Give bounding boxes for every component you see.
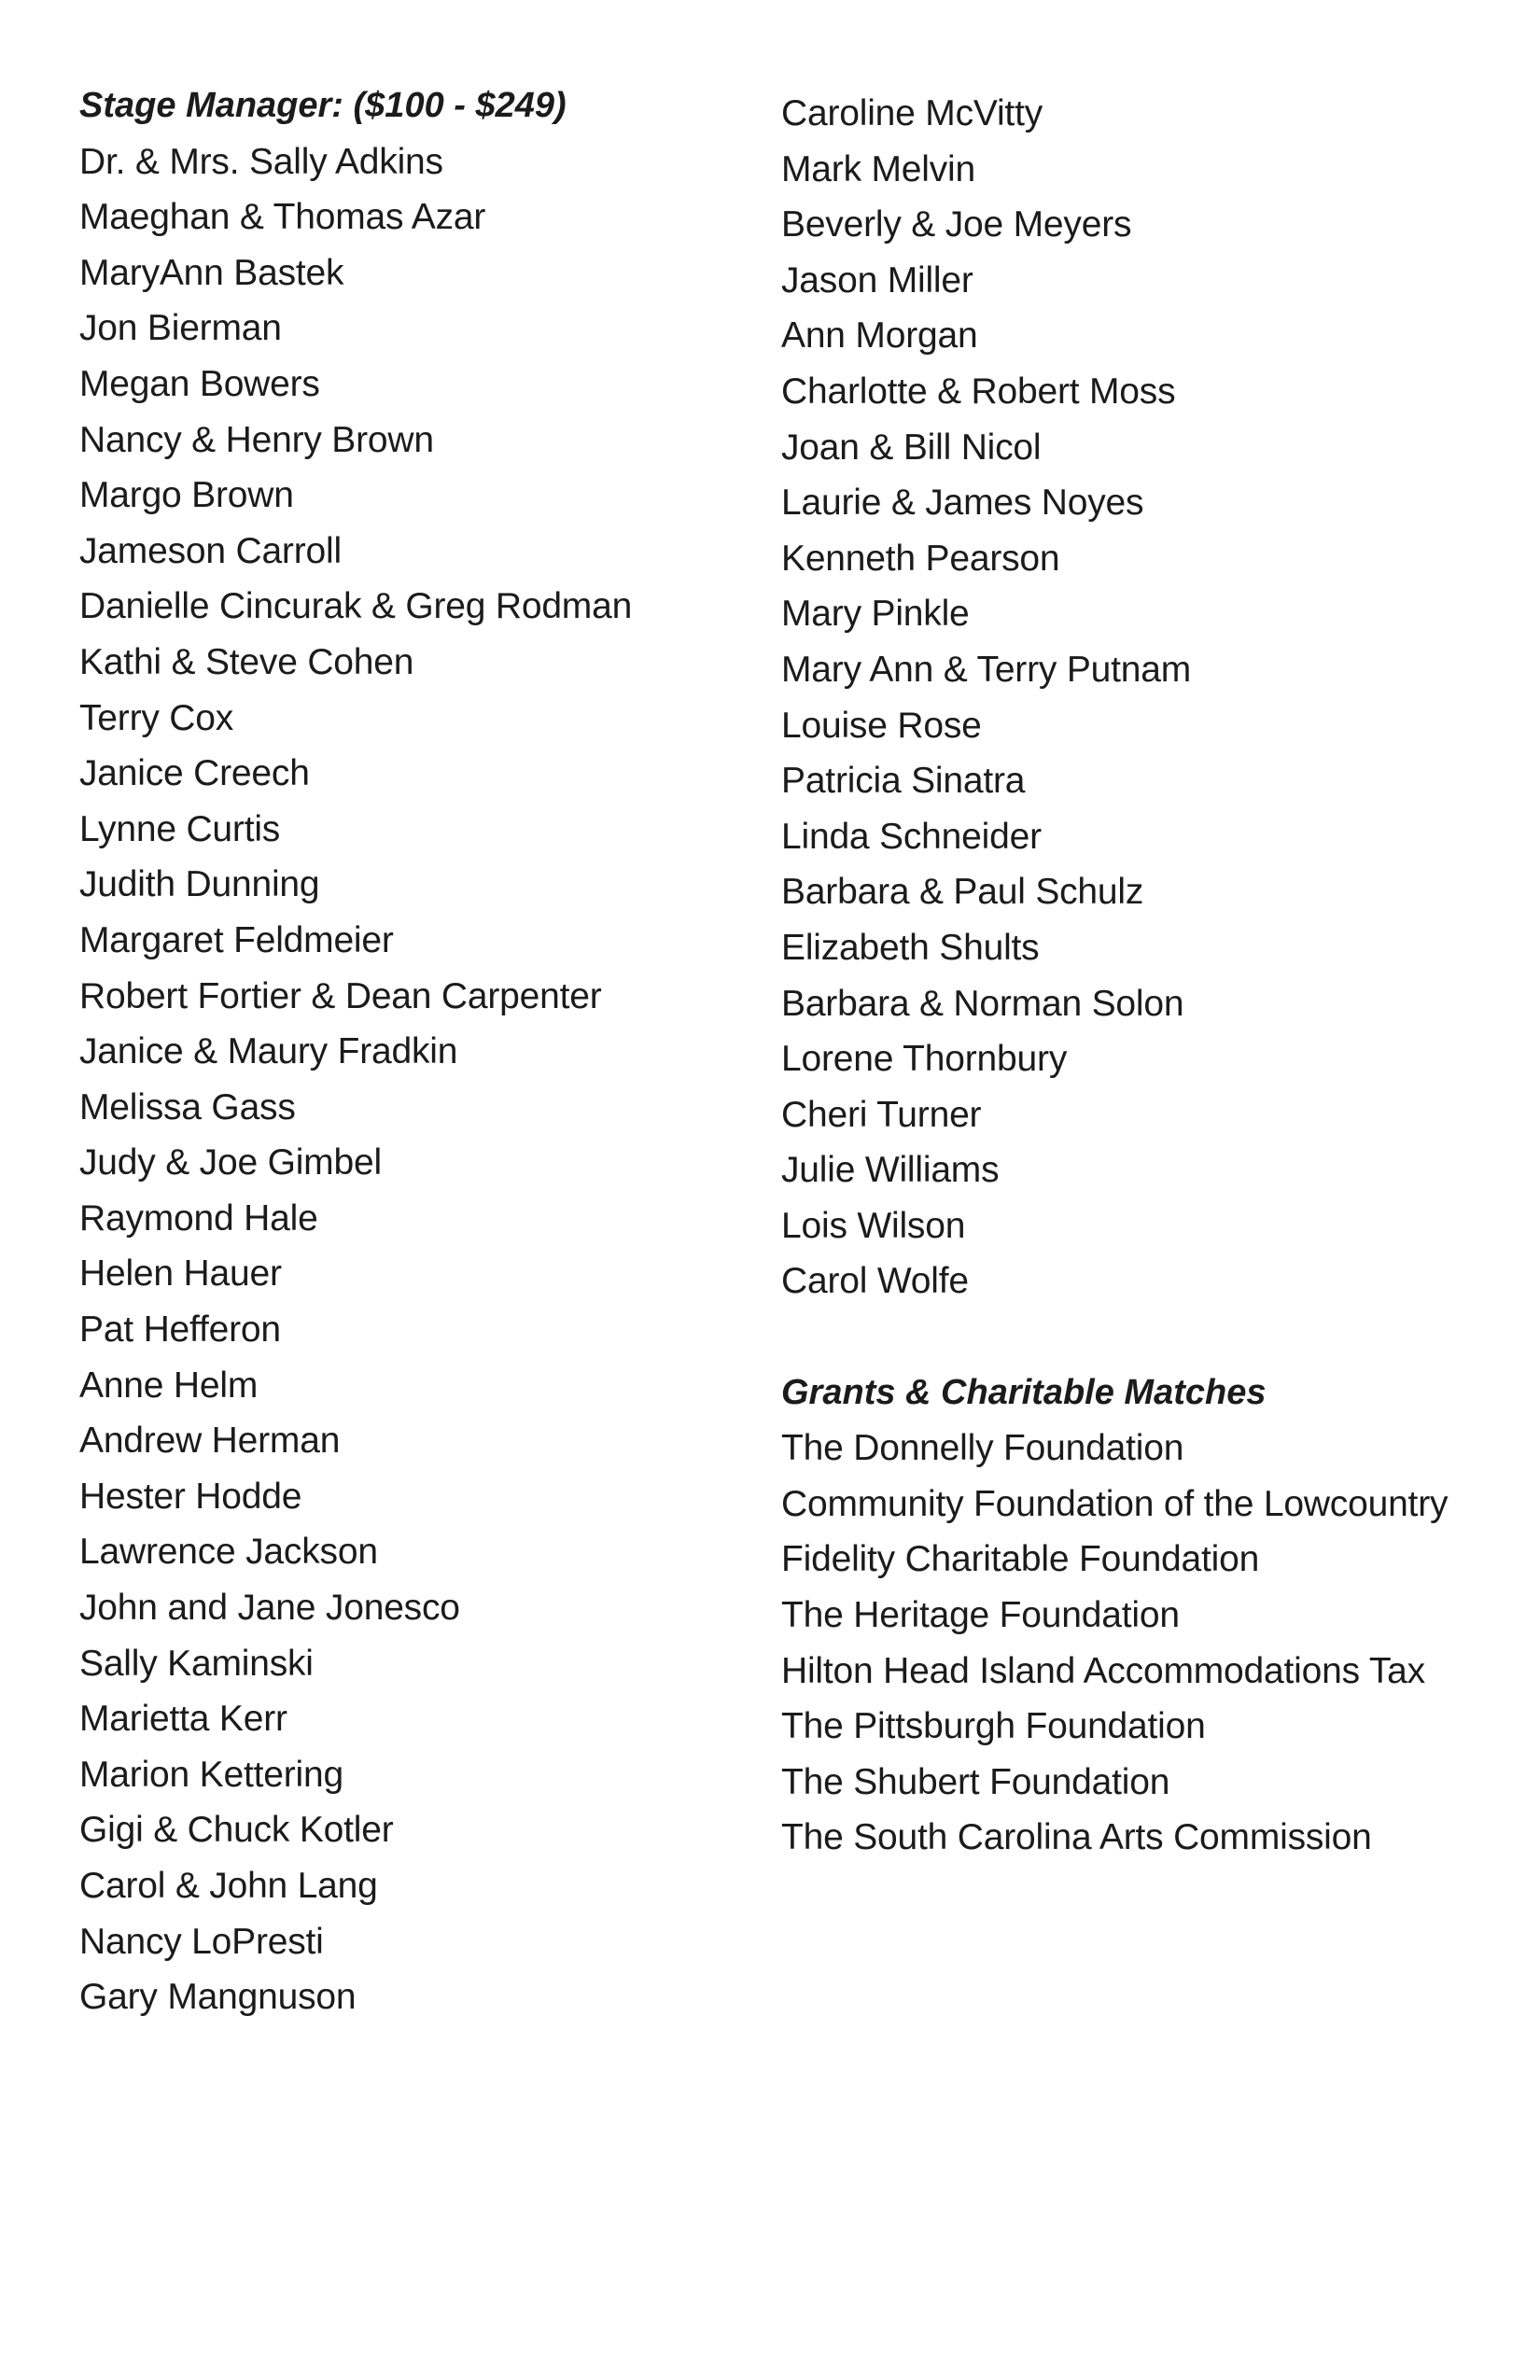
donor-name: Anne Helm — [79, 1365, 259, 1406]
donor-name: Lynne Curtis — [79, 808, 281, 849]
donor-name: Margo Brown — [79, 475, 294, 516]
donor-name: MaryAnn Bastek — [79, 252, 344, 293]
donor-name: Carol Wolfe — [781, 1261, 969, 1302]
donor-name: Terry Cox — [79, 697, 234, 738]
grants-list — [781, 1421, 1528, 1866]
donor-name: Laurie & James Noyes — [781, 483, 1144, 524]
left-column — [79, 78, 770, 2025]
donor-name: Jameson Carroll — [79, 530, 342, 571]
donor-name: Dr. & Mrs. Sally Adkins — [79, 141, 443, 182]
donor-name: Hester Hodde — [79, 1476, 302, 1517]
donor-name: Nancy & Henry Brown — [79, 419, 434, 460]
grant-organization: The South Carolina Arts Commission — [781, 1817, 1372, 1858]
donor-name: Raymond Hale — [79, 1197, 318, 1239]
donor-name: Charlotte & Robert Moss — [781, 371, 1176, 412]
donor-name: Mary Pinkle — [781, 594, 970, 635]
donor-name: Marion Kettering — [79, 1754, 343, 1795]
donor-name: Lois Wilson — [781, 1205, 966, 1246]
donor-name: Patricia Sinatra — [781, 761, 1026, 802]
donor-name: Nancy LoPresti — [79, 1921, 324, 1962]
donor-name: Gary Mangnuson — [79, 1977, 357, 2018]
donor-name: Janice Creech — [79, 753, 310, 794]
stage-manager-donor-list — [79, 134, 770, 2025]
donor-name: Judy & Joe Gimbel — [79, 1142, 382, 1183]
donor-name: Beverly & Joe Meyers — [781, 204, 1132, 245]
grant-organization: Fidelity Charitable Foundation — [781, 1539, 1260, 1580]
donor-name: Helen Hauer — [79, 1253, 282, 1295]
donor-name: Linda Schneider — [781, 816, 1042, 857]
donor-name: Margaret Feldmeier — [79, 919, 394, 960]
donor-name: Kenneth Pearson — [781, 538, 1060, 579]
donor-name: Caroline McVitty — [781, 93, 1043, 133]
donor-name: Lawrence Jackson — [79, 1532, 378, 1573]
donor-name: Carol & John Lang — [79, 1866, 378, 1906]
grants-heading: Grants & Charitable Matches — [781, 1372, 1267, 1412]
grant-organization: Community Foundation of the Lowcountry — [781, 1483, 1449, 1524]
donor-name: Barbara & Paul Schulz — [781, 872, 1144, 913]
donor-name: Barbara & Norman Solon — [781, 983, 1184, 1024]
donor-name: Janice & Maury Fradkin — [79, 1031, 458, 1072]
donor-name: Robert Fortier & Dean Carpenter — [79, 975, 602, 1016]
donor-name: Melissa Gass — [79, 1086, 296, 1127]
donor-name: Judith Dunning — [79, 864, 320, 905]
section-spacer — [781, 1309, 1528, 1365]
grant-organization: Hilton Head Island Accommodations Tax — [781, 1650, 1425, 1691]
grant-organization: The Heritage Foundation — [781, 1595, 1180, 1636]
donor-name: Mark Melvin — [781, 148, 975, 189]
donor-name: Kathi & Steve Cohen — [79, 641, 414, 682]
donor-name: Marietta Kerr — [79, 1699, 287, 1740]
donor-name: Mary Ann & Terry Putnam — [781, 649, 1192, 690]
donor-name: Lorene Thornbury — [781, 1039, 1068, 1080]
donor-name: Andrew Herman — [79, 1421, 341, 1462]
donor-name: Louise Rose — [781, 705, 982, 746]
donor-name: Maeghan & Thomas Azar — [79, 197, 486, 238]
donor-name: Elizabeth Shults — [781, 927, 1040, 968]
donor-name: Danielle Cincurak & Greg Rodman — [79, 586, 633, 627]
donor-name: Joan & Bill Nicol — [781, 427, 1042, 468]
right-column — [781, 86, 1528, 1866]
donor-name: Julie Williams — [781, 1150, 1000, 1191]
grant-organization: The Shubert Foundation — [781, 1761, 1170, 1802]
donor-name: Pat Hefferon — [79, 1309, 281, 1351]
stage-manager-donor-list-continued — [781, 86, 1528, 1309]
donor-name: John and Jane Jonesco — [79, 1588, 460, 1629]
donor-name: Jason Miller — [781, 259, 973, 301]
donor-name: Sally Kaminski — [79, 1643, 314, 1684]
donor-name: Ann Morgan — [781, 315, 978, 357]
donor-name: Gigi & Chuck Kotler — [79, 1810, 394, 1851]
grant-organization: The Pittsburgh Foundation — [781, 1706, 1206, 1747]
donor-name: Megan Bowers — [79, 363, 320, 404]
donor-name: Jon Bierman — [79, 308, 282, 349]
donor-name: Cheri Turner — [781, 1094, 982, 1135]
stage-manager-heading: Stage Manager: ($100 - $249) — [79, 86, 567, 125]
grant-organization: The Donnelly Foundation — [781, 1428, 1184, 1469]
